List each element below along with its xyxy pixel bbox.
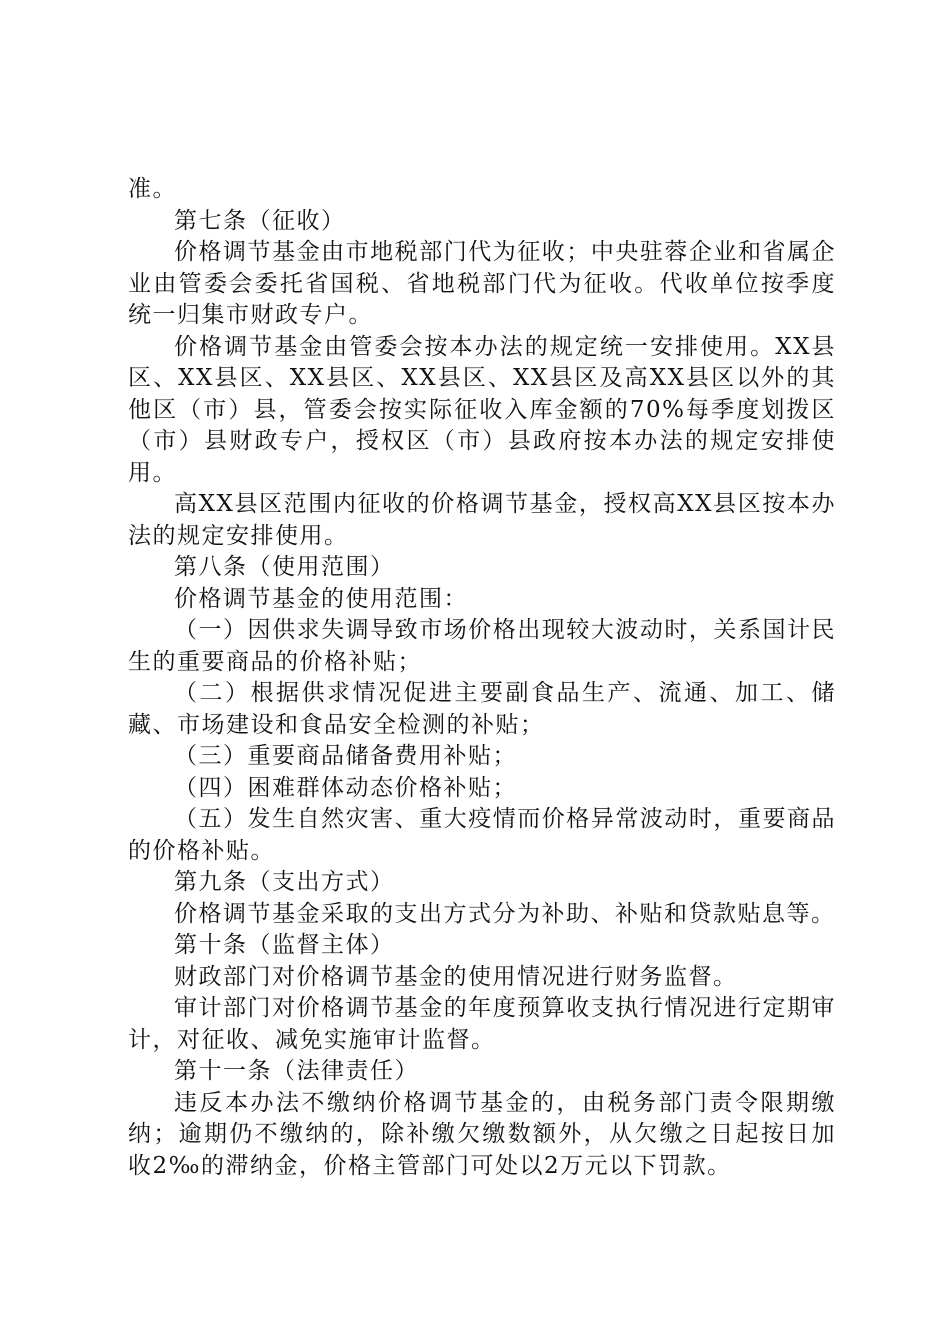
article-8-item-2: （二）根据供求情况促进主要副食品生产、流通、加工、储藏、市场建设和食品安全检测的补贴； — [128, 680, 836, 738]
article-8-item-3: （三）重要商品储备费用补贴； — [174, 743, 517, 769]
article-11-paragraph: 违反本办法不缴纳价格调节基金的，由税务部门责令限期缴纳；逾期仍不缴纳的，除补缴欠缴数额外，从欠缴之日起按日加收2‰的滞纳金，价格主管部门可处以2万元以下罚款。 — [128, 1089, 836, 1179]
article-7-paragraph-1: 价格调节基金由市地税部门代为征收；中央驻蓉企业和省属企业由管委会委托省国税、省地税部门代为征收。代收单位按季度统一归集市财政专户。 — [128, 239, 836, 328]
article-8-item-4: （四）困难群体动态价格补贴； — [174, 774, 517, 801]
article-7-paragraph-3: 高XX县区范围内征收的价格调节基金，授权高XX县区按本办法的规定安排使用。 — [128, 491, 836, 549]
article-10-paragraph-2: 审计部门对价格调节基金的年度预算收支执行情况进行定期审计，对征收、减免实施审计监督。 — [128, 995, 836, 1053]
paragraph-continuation: 准。 — [128, 176, 177, 202]
article-10-heading: 第十条（监督主体） — [174, 932, 395, 958]
article-8-item-5: （五）发生自然灾害、重大疫情而价格异常波动时，重要商品的价格补贴。 — [128, 806, 836, 864]
article-8-heading: 第八条（使用范围） — [174, 554, 395, 580]
article-7-heading: 第七条（征收） — [174, 207, 346, 234]
document-body — [128, 174, 836, 1182]
article-8-intro: 价格调节基金的使用范围： — [174, 585, 468, 612]
article-7-paragraph-2: 价格调节基金由管委会按本办法的规定统一安排使用。XX县区、XX县区、XX县区、XX县区、XX县区及高XX县区以外的其他区（市）县，管委会按实际征收入库金额的70%每季度划拨区（市）县财政专户，授权区（市）县政府按本办法的规定安排使用。 — [128, 333, 836, 486]
article-11-heading: 第十一条（法律责任） — [174, 1058, 419, 1084]
article-9-heading: 第九条（支出方式） — [174, 869, 395, 895]
article-9-paragraph: 价格调节基金采取的支出方式分为补助、补贴和贷款贴息等。 — [174, 900, 836, 927]
article-8-item-1: （一）因供求失调导致市场价格出现较大波动时，关系国计民生的重要商品的价格补贴； — [128, 617, 836, 675]
article-10-paragraph-1: 财政部门对价格调节基金的使用情况进行财务监督。 — [174, 963, 738, 990]
